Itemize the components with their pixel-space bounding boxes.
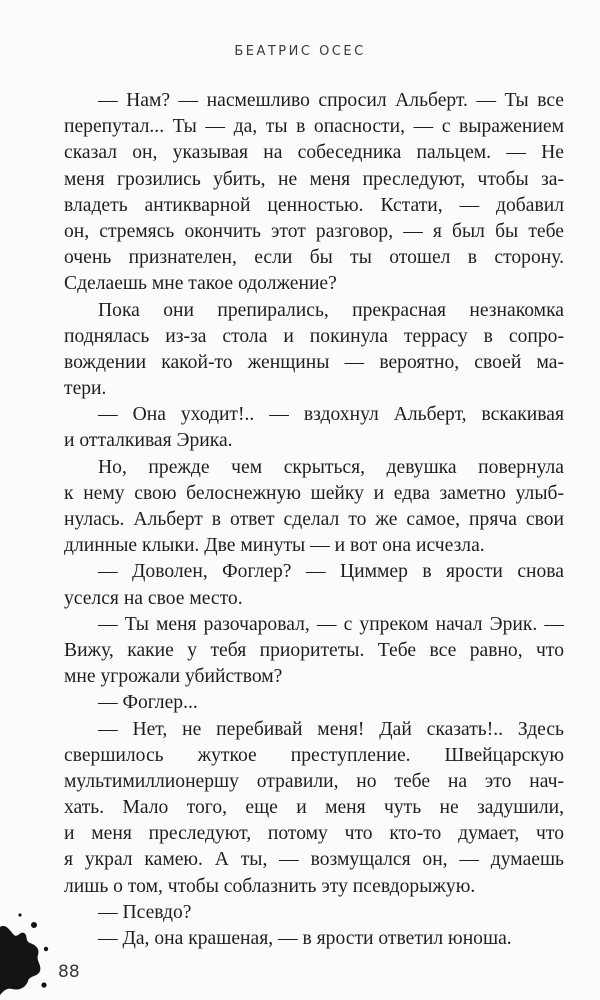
- text-line: нулась. Альберт в ответ сделал то же самое, пряча свои: [64, 509, 564, 530]
- text-line: Пока они препирались, прекрасная незнакомка: [98, 299, 564, 321]
- text-line: — Она уходит!.. — вздохнул Альберт, вскакивая: [98, 404, 564, 426]
- text-line: — Нам? — насмешливо спросил Альберт. — Ты все: [98, 90, 564, 111]
- text-line: Сделаешь мне такое одолжение?: [64, 273, 337, 295]
- text-line: — Псевдо?: [98, 901, 192, 923]
- text-line: хать. Мало того, еще и меня чуть не задушили,: [64, 797, 564, 819]
- running-title: БЕАТРИС ОСЕС: [234, 44, 366, 59]
- text-line: — Да, она крашеная, — в ярости ответил юноша.: [98, 928, 512, 949]
- text-line: уселся на свое место.: [64, 587, 243, 609]
- text-line: к нему свою белоснежную шейку и едва заметно улыб-: [64, 482, 564, 504]
- page-number: 88: [58, 962, 80, 982]
- text-line: — Доволен, Фоглер? — Циммер в ярости снова: [98, 561, 564, 583]
- text-line: и меня преследуют, потому что кто-то думает, что: [64, 823, 564, 845]
- text-line: лишь о том, чтобы соблазнить эту псевдорыжую.: [64, 875, 476, 897]
- text-line: Вижу, какие у тебя приоритеты. Тебе все равно, что: [64, 639, 564, 661]
- body-text: [64, 88, 564, 952]
- text-line: — Фоглер...: [98, 692, 198, 714]
- text-line: свершилось жуткое преступление. Швейцарскую: [64, 744, 564, 766]
- text-line: вождении какой-то женщины — вероятно, своей ма-: [64, 351, 564, 373]
- text-line: он, стремясь окончить этот разговор, — я был бы тебе: [64, 220, 564, 242]
- text-line: сказал он, указывая на собеседника пальцем. — Не: [64, 142, 564, 164]
- ink-blot-icon: [0, 905, 60, 1000]
- text-line: Но, прежде чем скрыться, девушка повернула: [98, 456, 564, 478]
- text-line: тери.: [64, 378, 107, 400]
- text-line: — Ты меня разочаровал, — с упреком начал Эрик. —: [98, 613, 564, 635]
- text-line: мне угрожали убийством?: [64, 666, 283, 688]
- text-line: меня грозились убить, не меня преследуют, чтобы за-: [64, 168, 564, 190]
- text-line: поднялась из-за стола и покинула террасу в сопро-: [64, 325, 564, 347]
- text-line: владеть антикварной ценностью. Кстати, — добавил: [64, 194, 564, 216]
- text-line: я украл камею. А ты, — возмущался он, — думаешь: [64, 849, 564, 871]
- text-line: — Нет, не перебивай меня! Дай сказать!.. Здесь: [98, 718, 564, 740]
- text-line: очень признателен, если бы ты отошел в сторону.: [64, 247, 564, 269]
- text-line: длинные клыки. Две минуты — и вот она исчезла.: [64, 535, 485, 557]
- text-line: мультимиллионершу отравили, но тебе на это нач-: [64, 770, 564, 792]
- text-line: перепутал... Ты — да, ты в опасности, — с выражением: [64, 116, 564, 138]
- text-line: и отталкивая Эрика.: [64, 430, 233, 452]
